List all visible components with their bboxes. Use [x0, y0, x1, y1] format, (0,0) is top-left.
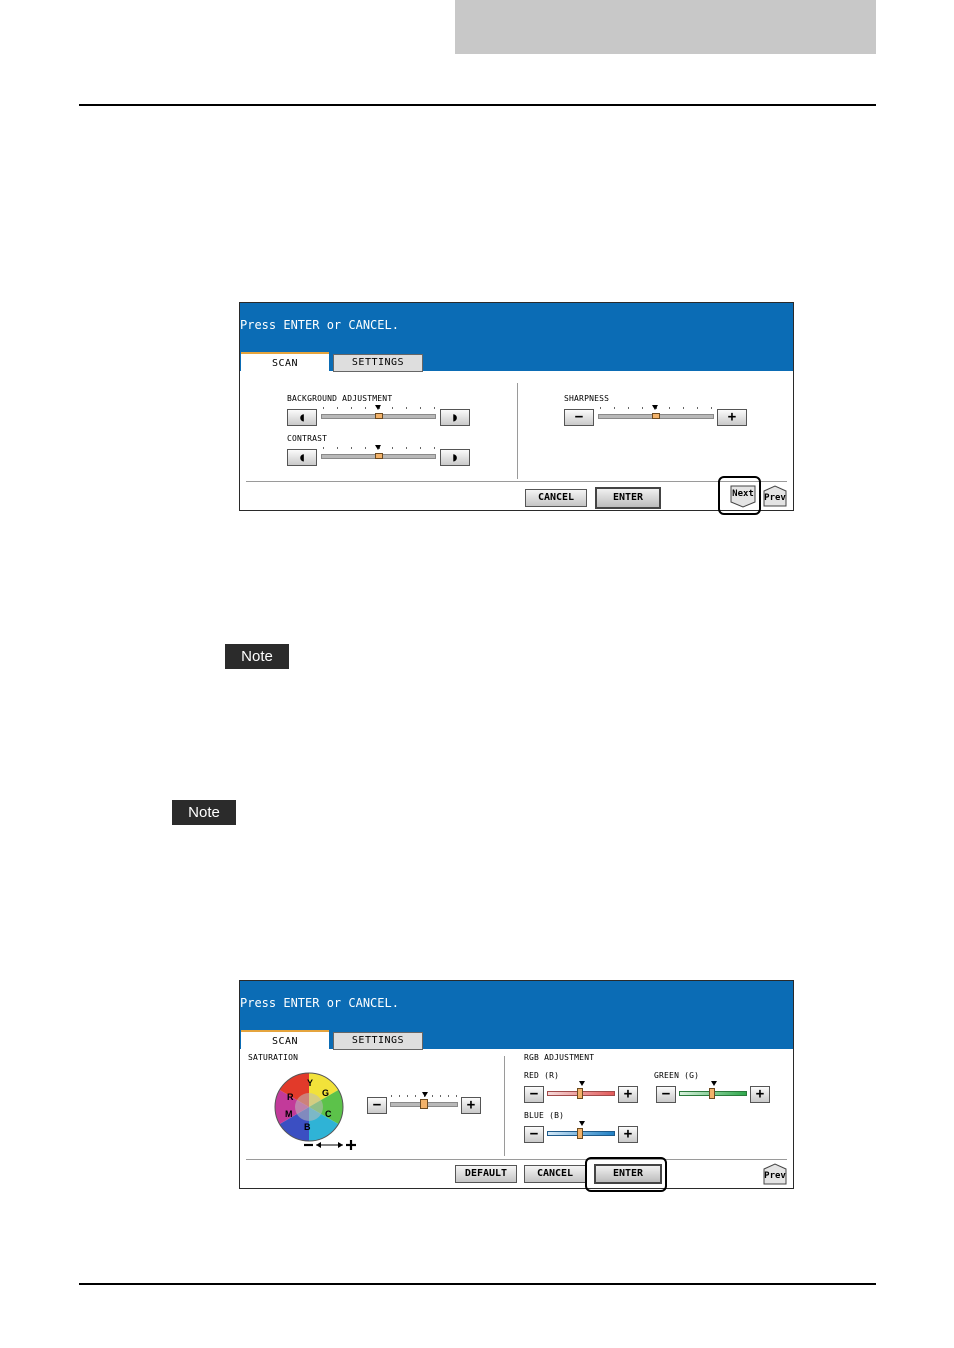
red-plus-button[interactable]: + — [618, 1086, 638, 1103]
message-text: Press ENTER or CANCEL. — [240, 318, 399, 332]
wheel-letter-m: M — [285, 1109, 293, 1119]
half-moon-left-icon: ◖ — [298, 410, 306, 424]
scale-tick — [351, 407, 352, 409]
scale-tick — [711, 407, 712, 409]
green-label: GREEN (G) — [654, 1071, 700, 1080]
tab-settings[interactable]: SETTINGS — [333, 1032, 423, 1050]
background-default-marker-icon — [375, 405, 381, 410]
default-button[interactable]: DEFAULT — [455, 1165, 517, 1183]
enter-button[interactable]: ENTER — [594, 1164, 662, 1184]
enter-highlight-frame — [585, 1157, 667, 1192]
scale-tick — [351, 447, 352, 449]
color-wheel-icon — [273, 1071, 345, 1143]
scale-tick — [642, 407, 643, 409]
sharpness-default-marker-icon — [652, 405, 658, 410]
scale-tick — [448, 1095, 449, 1097]
next-button-label[interactable]: Next — [732, 489, 754, 499]
scale-tick — [365, 447, 366, 449]
background-slider-knob[interactable] — [375, 413, 383, 419]
background-darker-button[interactable] — [440, 409, 470, 426]
scan-settings-screen-2 — [239, 980, 794, 1189]
blue-label: BLUE (B) — [524, 1111, 565, 1120]
plus-icon: + — [727, 409, 737, 425]
scale-tick — [683, 407, 684, 409]
half-moon-right-icon: ◗ — [451, 450, 459, 464]
note-label-1: Note — [225, 644, 289, 669]
scale-tick — [614, 407, 615, 409]
next-highlight-frame — [718, 476, 761, 515]
prev-button-label[interactable]: Prev — [764, 493, 786, 503]
tab-settings[interactable]: SETTINGS — [333, 354, 423, 372]
blue-plus-button[interactable]: + — [618, 1126, 638, 1143]
green-minus-button[interactable]: − — [656, 1086, 676, 1103]
scale-tick — [628, 407, 629, 409]
blue-default-marker-icon — [579, 1121, 585, 1126]
scale-tick — [365, 407, 366, 409]
scale-tick — [415, 1095, 416, 1097]
scan-settings-screen-1 — [239, 302, 794, 511]
red-minus-button[interactable]: − — [524, 1086, 544, 1103]
minus-icon: − — [574, 409, 584, 425]
saturation-label: SATURATION — [248, 1053, 299, 1062]
rgb-adjustment-label: RGB ADJUSTMENT — [524, 1053, 595, 1062]
scale-tick — [337, 407, 338, 409]
background-lighter-button[interactable] — [287, 409, 317, 426]
wheel-letter-g: G — [322, 1088, 330, 1098]
scale-tick — [392, 447, 393, 449]
saturation-plus-button[interactable]: + — [461, 1097, 481, 1114]
scale-tick — [697, 407, 698, 409]
tab-scan[interactable]: SCAN — [241, 352, 329, 373]
scale-tick — [600, 407, 601, 409]
footer-rule — [79, 1283, 876, 1285]
scale-tick — [407, 1095, 408, 1097]
scale-tick — [406, 407, 407, 409]
column-divider — [504, 1056, 505, 1156]
wheel-letter-y: Y — [307, 1078, 314, 1088]
wheel-letter-b: B — [304, 1122, 311, 1132]
green-default-marker-icon — [711, 1081, 717, 1086]
scale-tick — [406, 447, 407, 449]
minus-plus-scale-icon — [303, 1138, 358, 1152]
blue-slider-knob[interactable] — [577, 1128, 583, 1139]
note-label-2: Note — [172, 800, 236, 825]
red-default-marker-icon — [579, 1081, 585, 1086]
contrast-lower-button[interactable] — [287, 449, 317, 466]
prev-button-label[interactable]: Prev — [764, 1171, 786, 1181]
wheel-letter-c: C — [325, 1109, 332, 1119]
half-moon-left-icon: ◖ — [298, 450, 306, 464]
header-rule — [79, 104, 876, 106]
footer-separator — [246, 1159, 787, 1160]
saturation-minus-button[interactable]: − — [367, 1097, 387, 1114]
sharpness-label: SHARPNESS — [564, 394, 610, 403]
scale-tick — [420, 447, 421, 449]
enter-button[interactable]: ENTER — [595, 487, 661, 509]
scale-tick — [323, 447, 324, 449]
background-adjustment-label: BACKGROUND ADJUSTMENT — [287, 394, 393, 403]
contrast-default-marker-icon — [375, 445, 381, 450]
contrast-higher-button[interactable] — [440, 449, 470, 466]
scale-tick — [669, 407, 670, 409]
tab-scan[interactable]: SCAN — [241, 1030, 329, 1051]
red-label: RED (R) — [524, 1071, 560, 1080]
half-moon-right-icon: ◗ — [451, 410, 459, 424]
sharpness-plus-button[interactable] — [717, 409, 747, 426]
scale-tick — [391, 1095, 392, 1097]
scale-tick — [440, 1095, 441, 1097]
saturation-default-marker-icon — [422, 1092, 428, 1097]
scale-tick — [456, 1095, 457, 1097]
cancel-button[interactable]: CANCEL — [525, 489, 587, 507]
blue-minus-button[interactable]: − — [524, 1126, 544, 1143]
saturation-slider-knob[interactable] — [420, 1099, 428, 1109]
scale-tick — [420, 407, 421, 409]
header-bar — [455, 0, 876, 54]
scale-tick — [399, 1095, 400, 1097]
scale-tick — [434, 407, 435, 409]
column-divider — [517, 383, 518, 479]
sharpness-minus-button[interactable] — [564, 409, 594, 426]
scale-tick — [323, 407, 324, 409]
footer-separator — [246, 481, 787, 482]
contrast-label: CONTRAST — [287, 434, 328, 443]
cancel-button[interactable]: CANCEL — [524, 1165, 586, 1183]
scale-tick — [337, 447, 338, 449]
scale-tick — [432, 1095, 433, 1097]
scale-tick — [434, 447, 435, 449]
sharpness-slider-knob[interactable] — [652, 413, 660, 419]
red-slider-knob[interactable] — [577, 1088, 583, 1099]
scale-tick — [392, 407, 393, 409]
green-plus-button[interactable]: + — [750, 1086, 770, 1103]
message-text: Press ENTER or CANCEL. — [240, 996, 399, 1010]
wheel-letter-r: R — [287, 1092, 294, 1102]
green-slider-knob[interactable] — [709, 1088, 715, 1099]
contrast-slider-knob[interactable] — [375, 453, 383, 459]
